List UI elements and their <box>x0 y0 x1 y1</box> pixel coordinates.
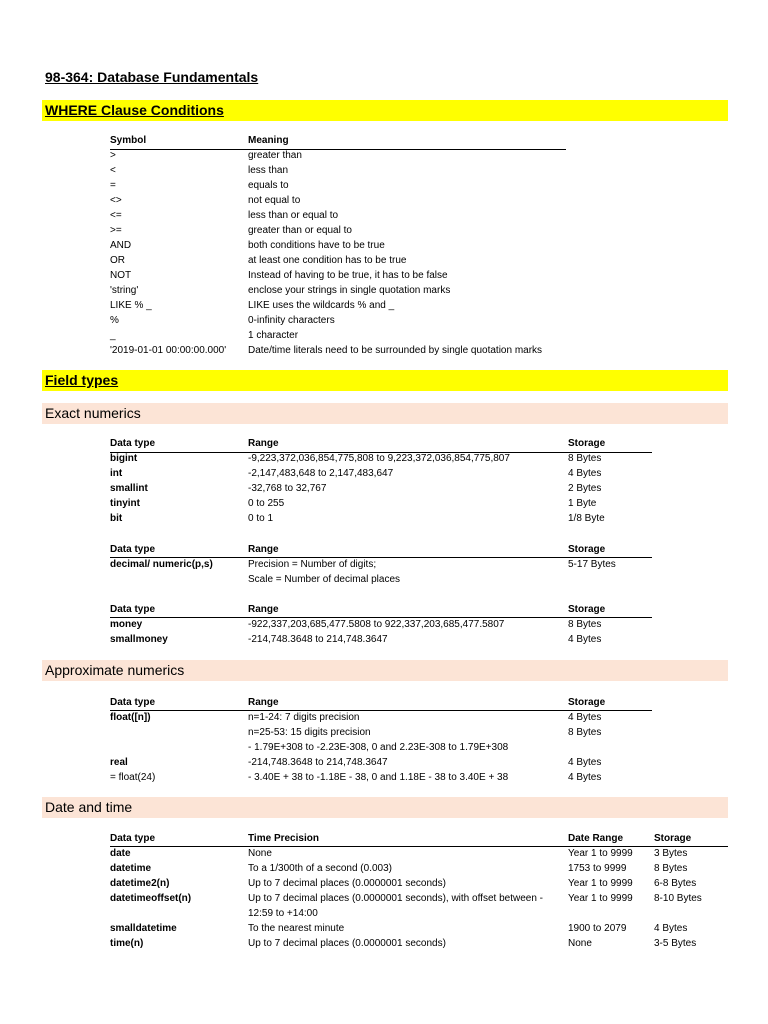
header-cell: Data type <box>110 604 156 615</box>
table-cell: Year 1 to 9999 <box>568 878 633 889</box>
symbol-cell: >= <box>110 225 122 236</box>
symbol-cell: 'string' <box>110 285 139 296</box>
table-cell: 12:59 to +14:00 <box>248 908 318 919</box>
table-cell: Up to 7 decimal places (0.0000001 seconds) <box>248 938 446 949</box>
meaning-cell: not equal to <box>248 195 301 206</box>
table-cell: To a 1/300th of a second (0.003) <box>248 863 392 874</box>
symbol-cell: <= <box>110 210 122 221</box>
table-cell: 4 Bytes <box>654 923 688 934</box>
approx-numerics-subheader <box>42 660 728 681</box>
table-cell: 0 to 1 <box>248 513 274 524</box>
header-cell: Range <box>248 544 279 555</box>
table-cell: int <box>110 468 123 479</box>
symbol-cell: AND <box>110 240 132 251</box>
header-cell: Range <box>248 697 279 708</box>
table-cell: Precision = Number of digits; <box>248 559 377 570</box>
table-cell: -214,748.3648 to 214,748.3647 <box>248 757 388 768</box>
symbol-cell: < <box>110 165 116 176</box>
header-cell: Date Range <box>568 833 624 844</box>
meaning-cell: less than <box>248 165 289 176</box>
table-cell: 3 Bytes <box>654 848 688 859</box>
table-cell: 1/8 Byte <box>568 513 605 524</box>
header-symbol: Symbol <box>110 135 147 146</box>
table-cell: 4 Bytes <box>568 757 602 768</box>
table-cell: 4 Bytes <box>568 712 602 723</box>
symbol-cell: LIKE % _ <box>110 300 152 311</box>
table-cell: -32,768 to 32,767 <box>248 483 327 494</box>
table-header-rule <box>110 149 566 150</box>
approx-numerics-title: Approximate numerics <box>45 662 185 678</box>
table-cell: 8 Bytes <box>568 453 602 464</box>
table-cell: = float(24) <box>110 772 156 783</box>
table-header-rule <box>110 710 652 711</box>
table-cell: float([n]) <box>110 712 151 723</box>
table-header-rule <box>110 557 652 558</box>
symbol-cell: > <box>110 150 116 161</box>
header-cell: Data type <box>110 544 156 555</box>
header-cell: Storage <box>568 697 606 708</box>
table-cell: 1 Byte <box>568 498 597 509</box>
field-types-section-title: Field types <box>45 372 119 388</box>
table-cell: Up to 7 decimal places (0.0000001 seconds), with offset between - <box>248 893 543 904</box>
meaning-cell: greater than or equal to <box>248 225 352 236</box>
table-cell: datetime <box>110 863 152 874</box>
table-header-rule <box>110 452 652 453</box>
table-cell: 1900 to 2079 <box>568 923 627 934</box>
table-cell: n=1-24: 7 digits precision <box>248 712 360 723</box>
table-cell: - 3.40E + 38 to -1.18E - 38, 0 and 1.18E - 38 to 3.40E + 38 <box>248 772 509 783</box>
table-cell: - 1.79E+308 to -2.23E-308, 0 and 2.23E-308 to 1.79E+308 <box>248 742 509 753</box>
symbol-cell: % <box>110 315 119 326</box>
date-time-subheader <box>42 797 728 818</box>
table-cell: -9,223,372,036,854,775,808 to 9,223,372,036,854,775,807 <box>248 453 510 464</box>
meaning-cell: greater than <box>248 150 302 161</box>
table-cell: 8 Bytes <box>568 619 602 630</box>
table-cell: 2 Bytes <box>568 483 602 494</box>
symbol-cell: NOT <box>110 270 132 281</box>
header-cell: Range <box>248 438 279 449</box>
header-meaning: Meaning <box>248 135 289 146</box>
header-cell: Storage <box>654 833 692 844</box>
symbol-cell: = <box>110 180 116 191</box>
meaning-cell: LIKE uses the wildcards % and _ <box>248 300 395 311</box>
header-cell: Data type <box>110 438 156 449</box>
table-cell: 3-5 Bytes <box>654 938 697 949</box>
meaning-cell: 0-infinity characters <box>248 315 335 326</box>
meaning-cell: less than or equal to <box>248 210 339 221</box>
table-cell: -214,748.3648 to 214,748.3647 <box>248 634 388 645</box>
table-cell: 4 Bytes <box>568 468 602 479</box>
meaning-cell: at least one condition has to be true <box>248 255 407 266</box>
exact-numerics-title: Exact numerics <box>45 405 141 421</box>
meaning-cell: both conditions have to be true <box>248 240 385 251</box>
table-cell: 4 Bytes <box>568 634 602 645</box>
table-cell: Up to 7 decimal places (0.0000001 seconds) <box>248 878 446 889</box>
header-cell: Range <box>248 604 279 615</box>
meaning-cell: enclose your strings in single quotation marks <box>248 285 451 296</box>
table-cell: 8 Bytes <box>568 727 602 738</box>
field-types-section-header <box>42 370 728 391</box>
table-cell: -2,147,483,648 to 2,147,483,647 <box>248 468 394 479</box>
table-cell: To the nearest minute <box>248 923 345 934</box>
table-cell: datetime2(n) <box>110 878 170 889</box>
symbol-cell: <> <box>110 195 122 206</box>
table-header-rule <box>110 617 652 618</box>
table-cell: -922,337,203,685,477.5808 to 922,337,203,685,477.5807 <box>248 619 505 630</box>
header-cell: Storage <box>568 544 606 555</box>
symbol-cell: OR <box>110 255 125 266</box>
where-section-header <box>42 100 728 121</box>
table-cell: 5-17 Bytes <box>568 559 616 570</box>
table-cell: 8 Bytes <box>654 863 688 874</box>
meaning-cell: Instead of having to be true, it has to be false <box>248 270 448 281</box>
table-cell: 6-8 Bytes <box>654 878 697 889</box>
symbol-cell: '2019-01-01 00:00:00.000' <box>110 345 227 356</box>
table-cell: bigint <box>110 453 138 464</box>
table-cell: tinyint <box>110 498 140 509</box>
header-cell: Data type <box>110 697 156 708</box>
table-cell: smalldatetime <box>110 923 177 934</box>
document-title: 98-364: Database Fundamentals <box>45 69 259 85</box>
table-cell: 8-10 Bytes <box>654 893 702 904</box>
table-cell: smallmoney <box>110 634 168 645</box>
table-cell: datetimeoffset(n) <box>110 893 192 904</box>
table-cell: n=25-53: 15 digits precision <box>248 727 371 738</box>
table-cell: smallint <box>110 483 148 494</box>
header-cell: Storage <box>568 604 606 615</box>
table-cell: 4 Bytes <box>568 772 602 783</box>
table-cell: None <box>248 848 272 859</box>
where-section-title: WHERE Clause Conditions <box>45 102 224 118</box>
table-cell: None <box>568 938 592 949</box>
table-cell: real <box>110 757 128 768</box>
table-cell: bit <box>110 513 123 524</box>
table-cell: 0 to 255 <box>248 498 285 509</box>
date-time-title: Date and time <box>45 799 133 815</box>
meaning-cell: 1 character <box>248 330 299 341</box>
symbol-cell: _ <box>110 330 116 341</box>
table-cell: decimal/ numeric(p,s) <box>110 559 213 570</box>
table-cell: Year 1 to 9999 <box>568 893 633 904</box>
header-cell: Data type <box>110 833 156 844</box>
table-cell: time(n) <box>110 938 144 949</box>
exact-numerics-subheader <box>42 403 728 424</box>
table-cell: money <box>110 619 143 630</box>
header-cell: Time Precision <box>248 833 319 844</box>
meaning-cell: Date/time literals need to be surrounded by single quotation marks <box>248 345 543 356</box>
meaning-cell: equals to <box>248 180 289 191</box>
header-cell: Storage <box>568 438 606 449</box>
table-header-rule <box>110 846 728 847</box>
table-cell: date <box>110 848 131 859</box>
table-cell: Year 1 to 9999 <box>568 848 633 859</box>
table-cell: Scale = Number of decimal places <box>248 574 401 585</box>
table-cell: 1753 to 9999 <box>568 863 627 874</box>
